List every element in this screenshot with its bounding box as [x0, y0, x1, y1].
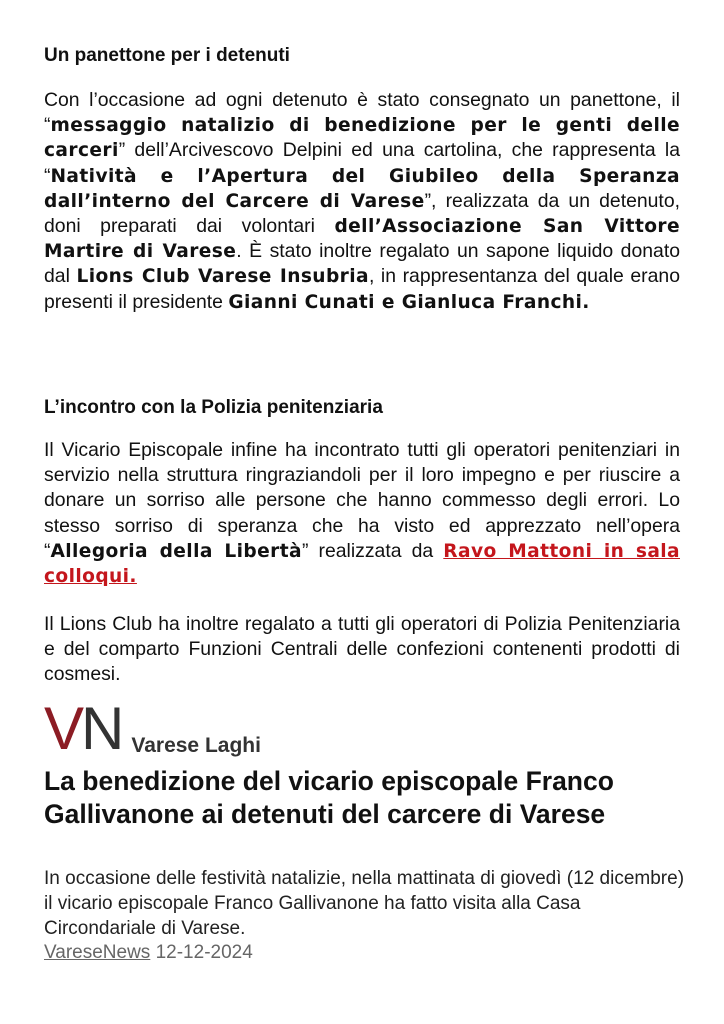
text-run: ” dell’Arcivescovo Delpini ed una cartolina, che rappresenta la “: [44, 139, 680, 187]
bold-text: Natività e l’Apertura del Giubileo della Speranza dall’interno del Carcere di Varese: [44, 165, 680, 212]
logo-letter-n: N: [81, 695, 122, 762]
paragraph-panettone: [44, 88, 680, 315]
bold-text: messaggio natalizio di benedizione per le genti delle carceri: [44, 115, 680, 162]
bold-text: Allegoria della Libertà: [50, 540, 302, 562]
inline-link[interactable]: Ravo Mattoni in sala colloqui.: [44, 540, 680, 588]
card-date: 12-12-2024: [155, 942, 253, 963]
bold-text: dell’Associazione San Vittore Martire di Varese: [44, 216, 680, 263]
text-run: , in rappresentanza del quale erano presenti il presidente: [44, 265, 680, 313]
link-card-header[interactable]: [44, 695, 261, 762]
paragraph-lions: Il Lions Club ha inoltre regalato a tutti gli operatori di Polizia Penitenziaria e del comparto Funzioni Centrali delle confezioni contenenti prodotti di cosmesi.: [44, 613, 680, 686]
card-source-link[interactable]: VareseNews: [44, 942, 151, 963]
card-title[interactable]: La benedizione del vicario episcopale Franco Gallivanone ai detenuti del carcere di Varese: [44, 766, 614, 829]
text-run: . È stato inoltre regalato un sapone liquido donato dal: [44, 240, 680, 288]
card-site-name: Varese Laghi: [131, 734, 261, 757]
logo-letter-v: V: [44, 695, 82, 762]
bold-text: Gianni Cunati e Gianluca Franchi.: [228, 291, 590, 313]
text-run: ” realizzata da: [301, 539, 444, 562]
section-heading-polizia: L’incontro con la Polizia penitenziaria: [44, 397, 383, 418]
text-run: Il Vicario Episcopale infine ha incontrato tutti gli operatori penitenziari in servizio nella struttura ringraziandoli per il loro impegno e per riuscire a donare un sorriso alle persone che hanno commesso degli errori. Lo stesso sorriso di speranza che ha visto ed apprezzato nell’opera “: [44, 439, 680, 562]
card-meta: [44, 941, 253, 965]
bold-text: Lions Club Varese Insubria: [76, 266, 369, 288]
text-run: ”, realizzata da un detenuto, doni preparati dai volontari: [44, 189, 680, 238]
varesenews-logo: [44, 695, 122, 762]
card-description: In occasione delle festività natalizie, nella mattinata di giovedì (12 dicembre) il vicario episcopale Franco Gallivanone ha fatto visita alla Casa Circondariale di Varese.: [44, 868, 685, 939]
text-run: Con l’occasione ad ogni detenuto è stato consegnato un panettone, il “: [44, 89, 680, 137]
section-heading-panettone: Un panettone per i detenuti: [44, 45, 290, 66]
paragraph-polizia: [44, 438, 680, 589]
